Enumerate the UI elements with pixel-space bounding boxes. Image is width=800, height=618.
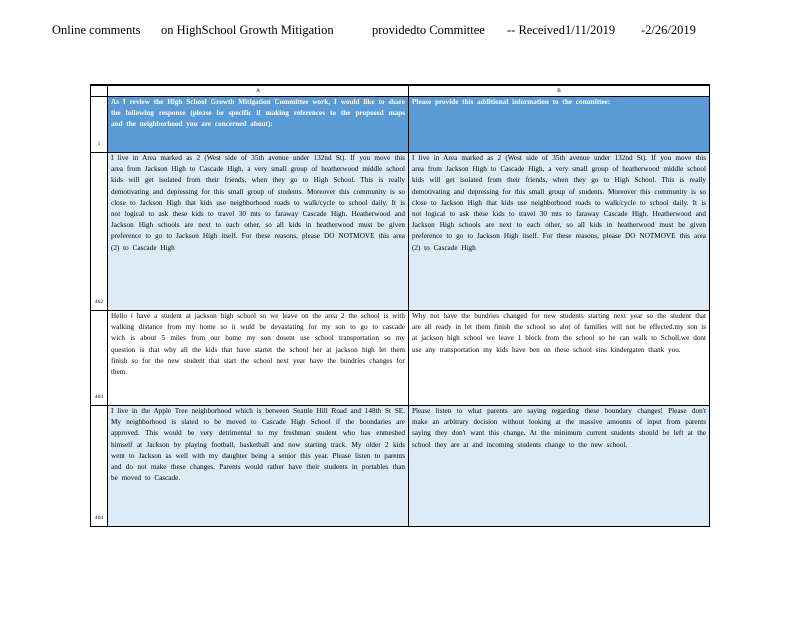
row-number[interactable]: 464 — [91, 406, 108, 527]
row-number[interactable]: 1 — [91, 97, 108, 153]
header-row — [91, 97, 710, 153]
comments-table — [90, 84, 710, 527]
column-header-b[interactable]: B — [409, 85, 710, 97]
corner-cell — [91, 85, 108, 97]
document-title — [0, 23, 800, 43]
title-part-3: providedto Committee — [372, 23, 485, 37]
table-row — [91, 153, 710, 311]
column-header-row — [91, 85, 710, 97]
comment-cell-a[interactable]: I live in the Apple Tree neighborhood which is between Seattle Hill Road and 148th St SE. My neighborhood is slated to be moved to Cascade High School if the boundaries are approved. This would be very detrimental to my freshman student who has enmeshed himself at Jackson by playing football, basketball and now starting track. My older 2 kids went to Jackson as well with my daughter being a senior this year. Please listen to parents and do not make these changes. Parents would rather have their students in portables than be moved to Cascade. — [108, 406, 409, 527]
row-number[interactable]: 462 — [91, 153, 108, 311]
header-cell-a[interactable]: As I review the High School Growth Mitigation Committee work, I would like to share the following response (please be specific if making references to the proposed maps and the neighborhood you are concerned about): — [108, 97, 409, 153]
row-number[interactable]: 463 — [91, 311, 108, 406]
comment-cell-b[interactable]: Please listen to what parents are saying regarding these boundary changes! Please don't make an arbitrary decision without looking at the massive amounts of input from parents saying they don't want this change. At the minimum current students should be left at the school they are at and incoming students change to the new school. — [409, 406, 710, 527]
comment-cell-b[interactable]: Why not have the bundries changed for new students starting next year so the student that are all ready in let them finish the school so alot of families will not be effected.my son is at jackson high school we leave 1 block from the school so he can walk to Scholl,we dont use any transportation my kids have ben on these school sins kindergaten thank you. — [409, 311, 710, 406]
header-cell-b[interactable]: Please provide this additional information to the committee: — [409, 97, 710, 153]
comment-cell-b[interactable]: I live in Area marked as 2 (West side of 35th avenue under 132nd St). If you move this area from Jackson High to Cascade High, a very small group of heatherwood middle school kids will get isolated from their friends, when they go to High School. This is really demotivating and depressing for this small group of students. Moreover this community is so close to Jackson High that kids use neighborhood roads to walk/cycle to school daily. It is not logical to ask these kids to travel 30 mts to faraway Cascade High. Heatherwood and Jackson High schools are next to each other, so all kids in heatherwood must be given preference to go to Jackson High itself. For these reasons, please DO NOTMOVE this area (2) to Cascade High — [409, 153, 710, 311]
end-date: -2/26/2019 — [641, 23, 696, 37]
received-date: -- Received1/11/2019 — [507, 23, 616, 37]
comment-cell-a[interactable]: I live in Area marked as 2 (West side of 35th avenue under 132nd St). If you move this area from Jackson High to Cascade High, a very small group of heatherwood middle school kids will get isolated from their friends, when they go to High School. This is really demotivating and depressing for this small group of students. Moreover this community is so close to Jackson High that kids use neighborhood roads to walk/cycle to school daily. It is not logical to ask these kids to travel 30 mts to faraway Cascade High. Heatherwood and Jackson High schools are next to each other, so all kids in heatherwood must be given preference to go to Jackson High itself. For these reasons, please DO NOTMOVE this area (2) to Cascade High — [108, 153, 409, 311]
table-row — [91, 311, 710, 406]
comment-cell-a[interactable]: Hello i have a student at jackson high school so we leave on the area 2 the school is with walking distance from my home so it wuld be devastating for my son to go to cascade wich is about 5 miles from our home my son dosent use school transportation so my question is that why all the kids that have startet the school her at jackson high let them finish so for the new student that start the school next year have the bundries changes for them. — [108, 311, 409, 406]
title-part-2: on HighSchool Growth Mitigation — [161, 23, 334, 37]
table-row — [91, 406, 710, 527]
column-header-a[interactable]: A — [108, 85, 409, 97]
title-part-1: Online comments — [52, 23, 141, 37]
